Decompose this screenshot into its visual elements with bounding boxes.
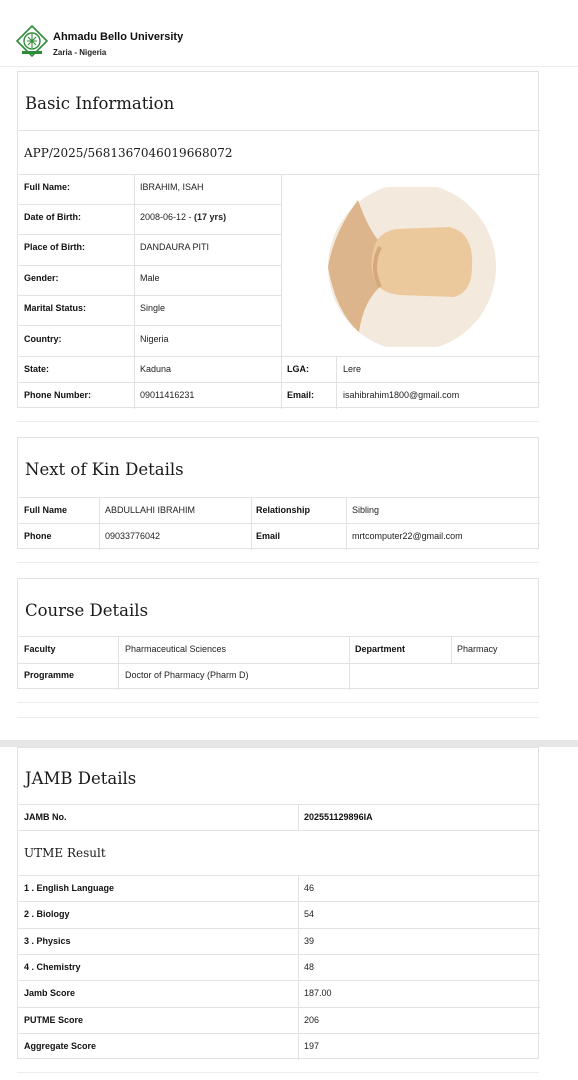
age-value: (17 yrs) — [194, 212, 227, 222]
next-of-kin-title: Next of Kin Details — [25, 460, 184, 479]
utme-row-label: 2 . Biology — [24, 909, 70, 919]
utme-row-label: 1 . English Language — [24, 883, 115, 893]
basic-information-title: Basic Information — [25, 94, 175, 113]
pob-value: DANDAURA PITI — [140, 242, 210, 252]
lga-label: LGA: — [287, 364, 309, 374]
lga-value: Lere — [343, 364, 362, 374]
utme-row-label: PUTME Score — [24, 1015, 84, 1025]
programme-value: Doctor of Pharmacy (Pharm D) — [125, 670, 249, 680]
row-divider — [18, 980, 540, 981]
kin-phone-value: 09033776042 — [105, 531, 161, 541]
kin-name-label: Full Name — [24, 505, 68, 515]
page-break — [0, 740, 578, 747]
dob-date: 2008-06-12 - — [140, 212, 195, 222]
jamb-details-title: JAMB Details — [25, 769, 137, 788]
pob-label: Place of Birth: — [24, 242, 86, 252]
utme-row-value: 54 — [304, 909, 315, 919]
department-value: Pharmacy — [457, 644, 498, 654]
full-name-label: Full Name: — [24, 182, 71, 192]
header-divider — [0, 66, 578, 67]
department-label: Department — [355, 644, 406, 654]
phone-value: 09011416231 — [140, 390, 195, 400]
section-divider — [17, 562, 539, 563]
utme-result-title: UTME Result — [24, 846, 106, 860]
state-value: Kaduna — [140, 364, 172, 374]
utme-row-value: 187.00 — [304, 988, 332, 998]
section-divider — [17, 717, 539, 718]
utme-row-value: 206 — [304, 1015, 320, 1025]
university-name: Ahmadu Bello University — [53, 31, 184, 43]
course-details-title: Course Details — [25, 601, 149, 620]
jamb-number-value: 202551129896IA — [304, 812, 373, 822]
row-divider — [18, 901, 540, 902]
kin-phone-label: Phone — [24, 531, 52, 541]
kin-relationship-value: Sibling — [352, 505, 380, 515]
email-value: isahibrahim1800@gmail.com — [343, 390, 460, 400]
dob-value — [140, 212, 226, 222]
programme-label: Programme — [24, 670, 75, 680]
utme-row-value: 39 — [304, 936, 315, 946]
dob-label: Date of Birth: — [24, 212, 81, 222]
utme-row-label: Aggregate Score — [24, 1041, 97, 1051]
full-name-value: IBRAHIM, ISAH — [140, 182, 204, 192]
row-divider — [18, 1033, 540, 1034]
passport-photo — [324, 187, 498, 347]
state-label: State: — [24, 364, 50, 374]
utme-row-label: 4 . Chemistry — [24, 962, 81, 972]
section-divider — [17, 702, 539, 703]
section-divider — [17, 421, 539, 422]
section-divider — [17, 1072, 539, 1073]
email-label: Email: — [287, 390, 315, 400]
kin-email-label: Email — [256, 531, 281, 541]
kin-name-value: ABDULLAHI IBRAHIM — [105, 505, 196, 515]
utme-row-label: Jamb Score — [24, 988, 76, 998]
row-divider — [18, 1007, 540, 1008]
gender-value: Male — [140, 273, 160, 283]
utme-row-label: 3 . Physics — [24, 936, 71, 946]
row-divider — [18, 928, 540, 929]
university-location: Zaria - Nigeria — [53, 48, 107, 57]
gender-label: Gender: — [24, 273, 59, 283]
next-of-kin-card — [17, 437, 539, 549]
row-divider — [18, 954, 540, 955]
phone-label: Phone Number: — [24, 390, 92, 400]
faculty-value: Pharmaceutical Sciences — [125, 644, 227, 654]
basic-information-card — [17, 71, 539, 408]
kin-email-value: mrtcomputer22@gmail.com — [352, 531, 463, 541]
country-value: Nigeria — [140, 334, 169, 344]
marital-status-label: Marital Status: — [24, 303, 87, 313]
country-label: Country: — [24, 334, 62, 344]
marital-status-value: Single — [140, 303, 166, 313]
faculty-label: Faculty — [24, 644, 56, 654]
utme-row-value: 197 — [304, 1041, 320, 1051]
utme-row-value: 48 — [304, 962, 315, 972]
jamb-details-card — [17, 747, 539, 1059]
application-number: APP/2025/5681367046019668072 — [24, 146, 233, 160]
course-details-card — [17, 578, 539, 689]
university-logo — [16, 25, 48, 57]
jamb-number-label: JAMB No. — [24, 812, 67, 822]
utme-row-value: 46 — [304, 883, 315, 893]
kin-relationship-label: Relationship — [256, 505, 311, 515]
